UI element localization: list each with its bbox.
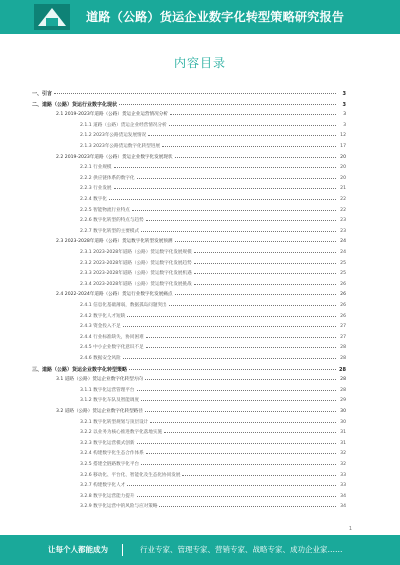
toc-entry[interactable]	[80, 461, 346, 469]
toc-leader-dots	[145, 379, 336, 380]
toc-leader-dots	[182, 475, 336, 476]
toc-entry[interactable]	[80, 419, 346, 427]
toc-leader-dots	[170, 114, 336, 115]
footer-slogan: 让每个人都能成为	[48, 545, 108, 554]
toc-entry-title: 3.2 道路（公路）货运企业数字化转型路径	[56, 409, 143, 414]
toc-entry-title: 3.1.2 数字化车队及智能调度	[80, 398, 140, 404]
toc-entry[interactable]	[80, 334, 346, 342]
toc-leader-dots	[194, 273, 336, 274]
toc-entry-title: 2.2.1 行业规模	[80, 165, 112, 171]
toc-entry[interactable]	[80, 503, 346, 511]
toc-entry[interactable]	[56, 291, 346, 299]
toc-entry-title: 3.2.8 数字化运营能力提升	[80, 493, 135, 499]
toc-leader-dots	[127, 485, 336, 486]
toc-entry[interactable]	[80, 175, 346, 183]
toc-entry-title: 3.2.4 构建数字化生态合作体系	[80, 451, 144, 457]
toc-entry-page: 28	[340, 345, 346, 351]
toc-leader-dots	[137, 443, 337, 444]
toc-entry-page: 28	[339, 366, 346, 373]
toc-entry-page: 33	[340, 483, 346, 489]
toc-entry-page: 21	[340, 186, 346, 192]
toc-entry[interactable]	[80, 122, 346, 130]
toc-entry-title: 2.2.3 行业发展	[80, 186, 112, 192]
toc-entry-page: 34	[340, 493, 346, 499]
toc-entry[interactable]	[56, 111, 346, 119]
toc-entry-page: 28	[340, 387, 346, 393]
toc-entry-page: 22	[340, 197, 346, 202]
page-number: 1	[348, 526, 352, 532]
toc-leader-dots	[146, 347, 336, 348]
toc-entry[interactable]	[32, 90, 346, 98]
toc-entry-title: 2.1.2 2023年公路货运发展情况	[80, 133, 147, 139]
toc-leader-dots	[150, 422, 336, 423]
toc-entry[interactable]	[80, 249, 346, 257]
toc-leader-dots	[137, 390, 337, 391]
toc-entry-title: 三、道路（公路）货运企业数字化转型策略	[32, 366, 128, 373]
toc-leader-dots	[146, 453, 336, 454]
toc-entry-title: 2.2.6 数字化转型的特点与趋势	[80, 218, 144, 224]
toc-entry[interactable]	[80, 387, 346, 395]
toc-entry-title: 2.1.1 道路（公路）货运企业经营情况分析	[80, 122, 167, 128]
toc-leader-dots	[145, 411, 336, 412]
toc-entry-page: 30	[340, 409, 346, 414]
toc-entry[interactable]	[80, 228, 346, 236]
toc-entry-title: 3.2.6 移动化、平台化、智能化及生态化协同发展	[80, 472, 181, 478]
toc-entry[interactable]	[80, 482, 346, 490]
toc-entry[interactable]	[80, 143, 346, 151]
header-bar	[0, 0, 400, 34]
footer-bar	[0, 535, 400, 565]
toc-entry-title: 一、引言	[32, 91, 53, 97]
toc-leader-dots	[159, 506, 336, 507]
toc-entry-page: 32	[340, 462, 346, 467]
toc-entry-title: 2.4.6 数据安全风险	[80, 356, 121, 361]
toc-entry-page: 3	[342, 101, 346, 108]
toc-entry-title: 2.2.7 数字化转型的主要模式	[80, 228, 140, 234]
toc-entry-title: 2.4 2022-2024年道路（公路）货运行业数字化发展痛点	[56, 292, 173, 298]
toc-entry-page: 32	[340, 451, 346, 457]
toc-leader-dots	[132, 210, 336, 211]
toc-entry-title: 3.2.5 搭建全链路数字化平台	[80, 462, 140, 467]
toc-entry[interactable]	[80, 440, 346, 448]
toc-entry-title: 2.3.4 2023-2028年道路（公路）货运数字化发展挑战	[80, 281, 192, 287]
toc-entry[interactable]	[56, 376, 346, 384]
toc-entry-page: 27	[340, 324, 346, 330]
toc-entry-title: 2.4.2 数字化人才短缺	[80, 313, 126, 319]
toc-leader-dots	[129, 369, 336, 370]
toc-entry-page: 3	[343, 122, 346, 128]
toc-entry-title: 3.1 道路（公路）货运企业数字化转型方向	[56, 377, 143, 383]
toc-entry-page: 28	[340, 377, 346, 383]
toc-entry-title: 2.3.2 2023-2028年道路（公路）货运数字化发展趋势	[80, 260, 192, 266]
toc-entry-title: 2.2.2 供应链体系的数字化	[80, 175, 135, 181]
toc-entry-page: 26	[340, 303, 346, 308]
toc-leader-dots	[114, 188, 336, 189]
toc-entry-title: 3.2.2 以业务为核心推进数字化落地实施	[80, 430, 163, 436]
toc-entry[interactable]	[80, 207, 346, 215]
toc-entry-title: 2.4.4 行业标准缺失，协同困难	[80, 334, 144, 340]
toc-entry-page: 3	[343, 112, 346, 118]
toc-entry[interactable]	[80, 164, 346, 172]
toc-entry-title: 2.2.4 数字化	[80, 197, 107, 202]
toc-entry-title: 3.1.1 数字化运营管理平台	[80, 387, 135, 393]
toc-entry-title: 2.2 2019-2023年道路（公路）货运企业数字化发展现状	[56, 154, 173, 160]
toc-entry-page: 31	[340, 440, 346, 446]
toc-entry[interactable]	[80, 217, 346, 225]
toc-leader-dots	[137, 178, 337, 179]
toc-entry-page: 26	[340, 313, 346, 319]
toc-leader-dots	[164, 432, 336, 433]
toc-entry-title: 2.4.1 信息化基础薄弱，数据孤岛问题突出	[80, 303, 167, 308]
toc-entry-title: 二、道路（公路）货运行业数字化现状	[32, 101, 118, 108]
toc-entry-title: 2.3.1 2023-2028年道路（公路）货运数字化发展规模	[80, 250, 192, 255]
toc-entry[interactable]	[80, 281, 346, 289]
toc-leader-dots	[114, 167, 336, 168]
toc-entry-title: 2.3.3 2023-2028年道路（公路）货运数字化发展机遇	[80, 271, 192, 277]
toc-entry-title: 2.1.3 2023年公路货运数字化转型进展	[80, 144, 160, 149]
toc-leader-dots	[109, 199, 336, 200]
toc-entry[interactable]	[80, 344, 346, 352]
footer-divider	[122, 544, 123, 556]
toc-entry-page: 30	[340, 419, 346, 425]
toc-entry-page: 17	[340, 144, 346, 149]
toc-entry-page: 24	[340, 239, 346, 245]
toc-leader-dots	[175, 157, 337, 158]
toc-entry-page: 20	[340, 154, 346, 160]
toc-entry-title: 2.1 2019-2023年道路（公路）货运企业运营情况分析	[56, 112, 168, 118]
toc-entry-page: 20	[340, 165, 346, 171]
toc-entry[interactable]	[56, 154, 346, 162]
toc-leader-dots	[146, 337, 336, 338]
toc-leader-dots	[119, 104, 336, 105]
toc-leader-dots	[141, 400, 336, 401]
toc-entry[interactable]	[80, 397, 346, 405]
toc-entry-page: 28	[340, 356, 346, 361]
toc-entry-title: 2.2.5 智能物流行业特点	[80, 207, 130, 213]
toc-entry-title: 3.2.7 构建数字化人才	[80, 483, 126, 489]
toc-leader-dots	[175, 241, 337, 242]
toc-leader-dots	[169, 125, 336, 126]
toc-leader-dots	[162, 146, 336, 147]
toc-entry-page: 25	[340, 271, 346, 277]
toc-entry[interactable]	[80, 132, 346, 140]
toc-entry[interactable]	[56, 238, 346, 246]
toc-entry-title: 2.4.3 资金投入不足	[80, 324, 121, 330]
toc-leader-dots	[54, 93, 336, 94]
toc-leader-dots	[194, 284, 336, 285]
toc-entry-page: 20	[340, 175, 346, 181]
toc-entry-page: 31	[340, 430, 346, 436]
toc-leader-dots	[175, 294, 337, 295]
toc-entry[interactable]	[80, 313, 346, 321]
toc-entry-page: 26	[340, 292, 346, 298]
toc-leader-dots	[146, 220, 336, 221]
toc-entry[interactable]	[80, 472, 346, 480]
toc-entry[interactable]	[80, 323, 346, 331]
toc-leader-dots	[137, 496, 337, 497]
table-of-contents	[0, 90, 400, 530]
logo-icon	[30, 0, 74, 34]
toc-entry-page: 33	[340, 472, 346, 478]
toc-entry-page: 12	[340, 133, 346, 139]
toc-entry[interactable]	[80, 196, 346, 204]
toc-leader-dots	[169, 305, 336, 306]
toc-leader-dots	[123, 326, 336, 327]
toc-leader-dots	[194, 263, 336, 264]
toc-leader-dots	[141, 231, 336, 232]
toc-leader-dots	[123, 358, 336, 359]
toc-leader-dots	[148, 135, 336, 136]
toc-entry-page: 26	[340, 281, 346, 287]
toc-entry-page: 29	[340, 398, 346, 404]
toc-leader-dots	[127, 316, 336, 317]
toc-entry-page: 23	[340, 218, 346, 224]
report-title: 道路（公路）货运企业数字化转型策略研究报告	[86, 10, 345, 24]
toc-entry-page: 3	[342, 91, 346, 97]
toc-leader-dots	[141, 464, 336, 465]
toc-entry[interactable]	[80, 302, 346, 310]
toc-entry[interactable]	[80, 185, 346, 193]
toc-entry[interactable]	[32, 101, 346, 109]
toc-entry-title: 3.2.1 数字化转型规划与顶层设计	[80, 419, 149, 425]
toc-entry-title: 2.3 2023-2028年道路（公路）货运数字化转型发展预测	[56, 239, 173, 245]
toc-entry[interactable]	[80, 429, 346, 437]
toc-entry[interactable]	[80, 260, 346, 268]
toc-entry[interactable]	[56, 408, 346, 416]
toc-entry-title: 3.2.9 数字化运营中的风险与应对策略	[80, 504, 158, 510]
toc-heading: 内容目录	[173, 56, 226, 70]
toc-leader-dots	[194, 252, 336, 253]
toc-entry[interactable]	[32, 366, 346, 374]
toc-entry-title: 3.2.3 数字化运营模式创新	[80, 440, 135, 446]
toc-entry[interactable]	[80, 450, 346, 458]
toc-entry[interactable]	[80, 355, 346, 363]
toc-entry-page: 23	[340, 228, 346, 234]
toc-entry-page: 27	[340, 334, 346, 340]
toc-entry[interactable]	[80, 270, 346, 278]
toc-entry-page: 34	[340, 504, 346, 510]
toc-entry-page: 24	[340, 250, 346, 255]
toc-entry[interactable]	[80, 493, 346, 501]
toc-entry-title: 2.4.5 中小企业数字化意识不足	[80, 345, 144, 351]
toc-entry-page: 22	[340, 207, 346, 213]
toc-entry-page: 25	[340, 260, 346, 266]
footer-tagline: 行业专家、管理专家、营销专家、战略专家、成功企业家……	[140, 545, 343, 554]
